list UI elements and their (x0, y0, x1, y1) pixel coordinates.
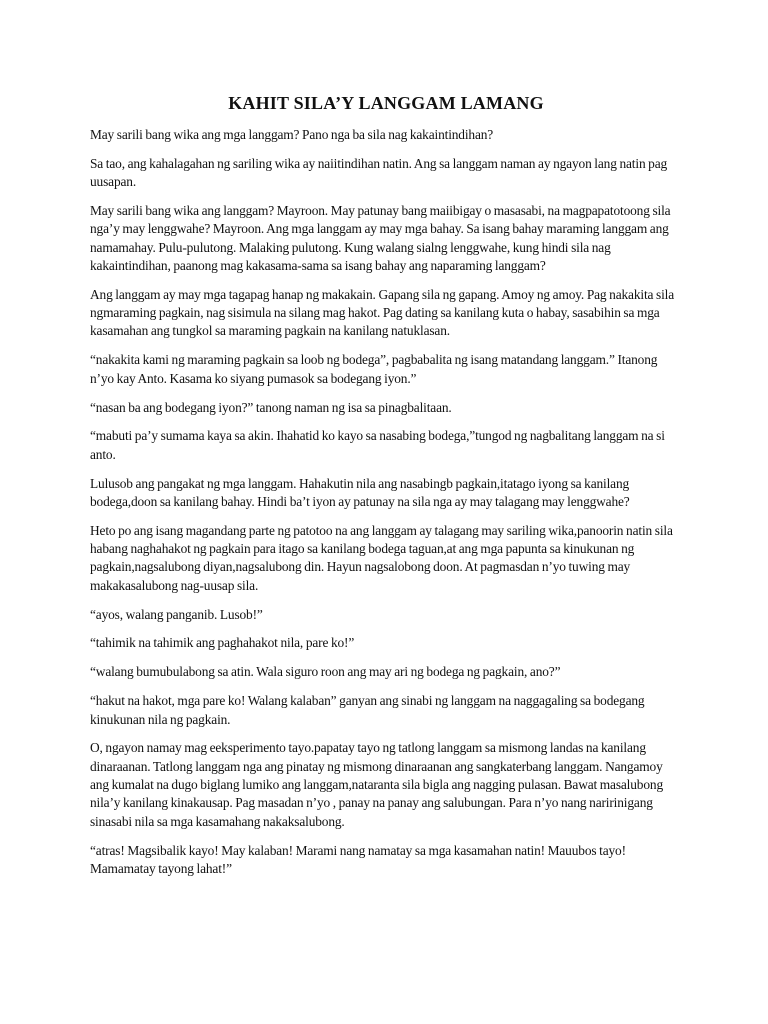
document-page (90, 92, 682, 889)
paragraph: “ayos, walang panganib. Lusob!” (90, 606, 263, 622)
paragraph: “nakakita kami ng maraming pagkain sa loob ng bodega”, pagbabalita ng isang matandang langgam.” Itanong n’yo kay Anto. Kasama ko siyang pumasok sa bodegang iyon.” (90, 352, 658, 386)
paragraph: May sarili bang wika ang mga langgam? Pano nga ba sila nag kakaintindihan? (90, 127, 494, 142)
paragraph: Sa tao, ang kahalagahan ng sariling wika ay naiitindihan natin. Ang sa langgam naman ay ngayon lang natin pag uusapan. (90, 155, 668, 190)
paragraph: “hakut na hakot, mga pare ko! Walang kalaban” ganyan ang sinabi ng langgam na naggagaling sa bodegang kinukunan nila ng pagkain. (90, 693, 645, 727)
paragraph: O, ngayon namay mag eeksperimento tayo.papatay tayo ng tatlong langgam sa mismong landas na kanilang dinaraanan. Tatlong langgam nga ang pinatay ng mismong dinaraanan ang sangkaterbang langgam. Nangamoy ang kumalat na dugo biglang lumiko ang langgam,nataranta sila bigla ang nagging pulasan. Bawat masalubong nila’y kanilang kinakausap. Pag masadan n’yo , panay na panay ang salubungan. Para n’yo nang naririnigang sinasabi nila sa mga kasamahang nakaksalubong. (90, 740, 663, 829)
paragraph: May sarili bang wika ang langgam? Mayroon. May patunay bang maiibigay o masasabi, na magpapatotoong sila nga’y may lenggwahe? Mayroon. Ang mga langgam ay may mga bahay. Sa isang bahay maraming langgam ang namamahay. Pulu-pulutong. Malaking pulutong. Kung walang sialng lenggwahe, kung hindi sila nag kakaintindihan, paanong mag kakasama-sama sa isang bahay ang naparaming langgam? (90, 203, 671, 273)
paragraph: “mabuti pa’y sumama kaya sa akin. Ihahatid ko kayo sa nasabing bodega,”tungod ng nagbalitang langgam na si anto. (90, 428, 665, 462)
paragraph: Ang langgam ay may mga tagapag hanap ng makakain. Gapang sila ng gapang. Amoy ng amoy. Pag nakakita sila ngmaraming pagkain, nag sisimula na silang mag hakot. Pag dating sa kanilang kuta o habay, sasabihin sa mga kasamahan ang tungkol sa maraming pagkain na kanilang natuklasan. (90, 286, 675, 339)
paragraph: “nasan ba ang bodegang iyon?” tanong naman ng isa sa pinagbalitaan. (90, 399, 452, 415)
paragraph: Lulusob ang pangakat ng mga langgam. Hahakutin nila ang nasabingb pagkain,itatago iyong sa kanilang bodega,doon sa kanilang bahay. Hindi ba’t iyon ay patunay na sila nga ay may talagang may lenggwahe? (90, 475, 630, 509)
paragraph: “tahimik na tahimik ang paghahakot nila, pare ko!” (90, 635, 355, 651)
paragraph: “walang bumubulabong sa atin. Wala siguro roon ang may ari ng bodega ng pagkain, ano?” (90, 664, 561, 680)
paragraph: Heto po ang isang magandang parte ng patotoo na ang langgam ay talagang may sariling wika,panoorin natin sila habang naghahakot ng pagkain para itago sa kanilang bodega taguan,at ang mga papunta sa kinukunan ng pagkain,nagsalubong diyan,nagsalubong din. Hayun nagsalobong doon. At pagmasdan n’yo tuwing may makakasalubong nag-uusap sila. (90, 522, 673, 593)
document-title: KAHIT SILA’Y LANGGAM LAMANG (228, 93, 544, 113)
paragraph: “atras! Magsibalik kayo! May kalaban! Marami nang namatay sa mga kasamahan natin! Mauubos tayo! Mamamatay tayong lahat!” (90, 842, 626, 876)
